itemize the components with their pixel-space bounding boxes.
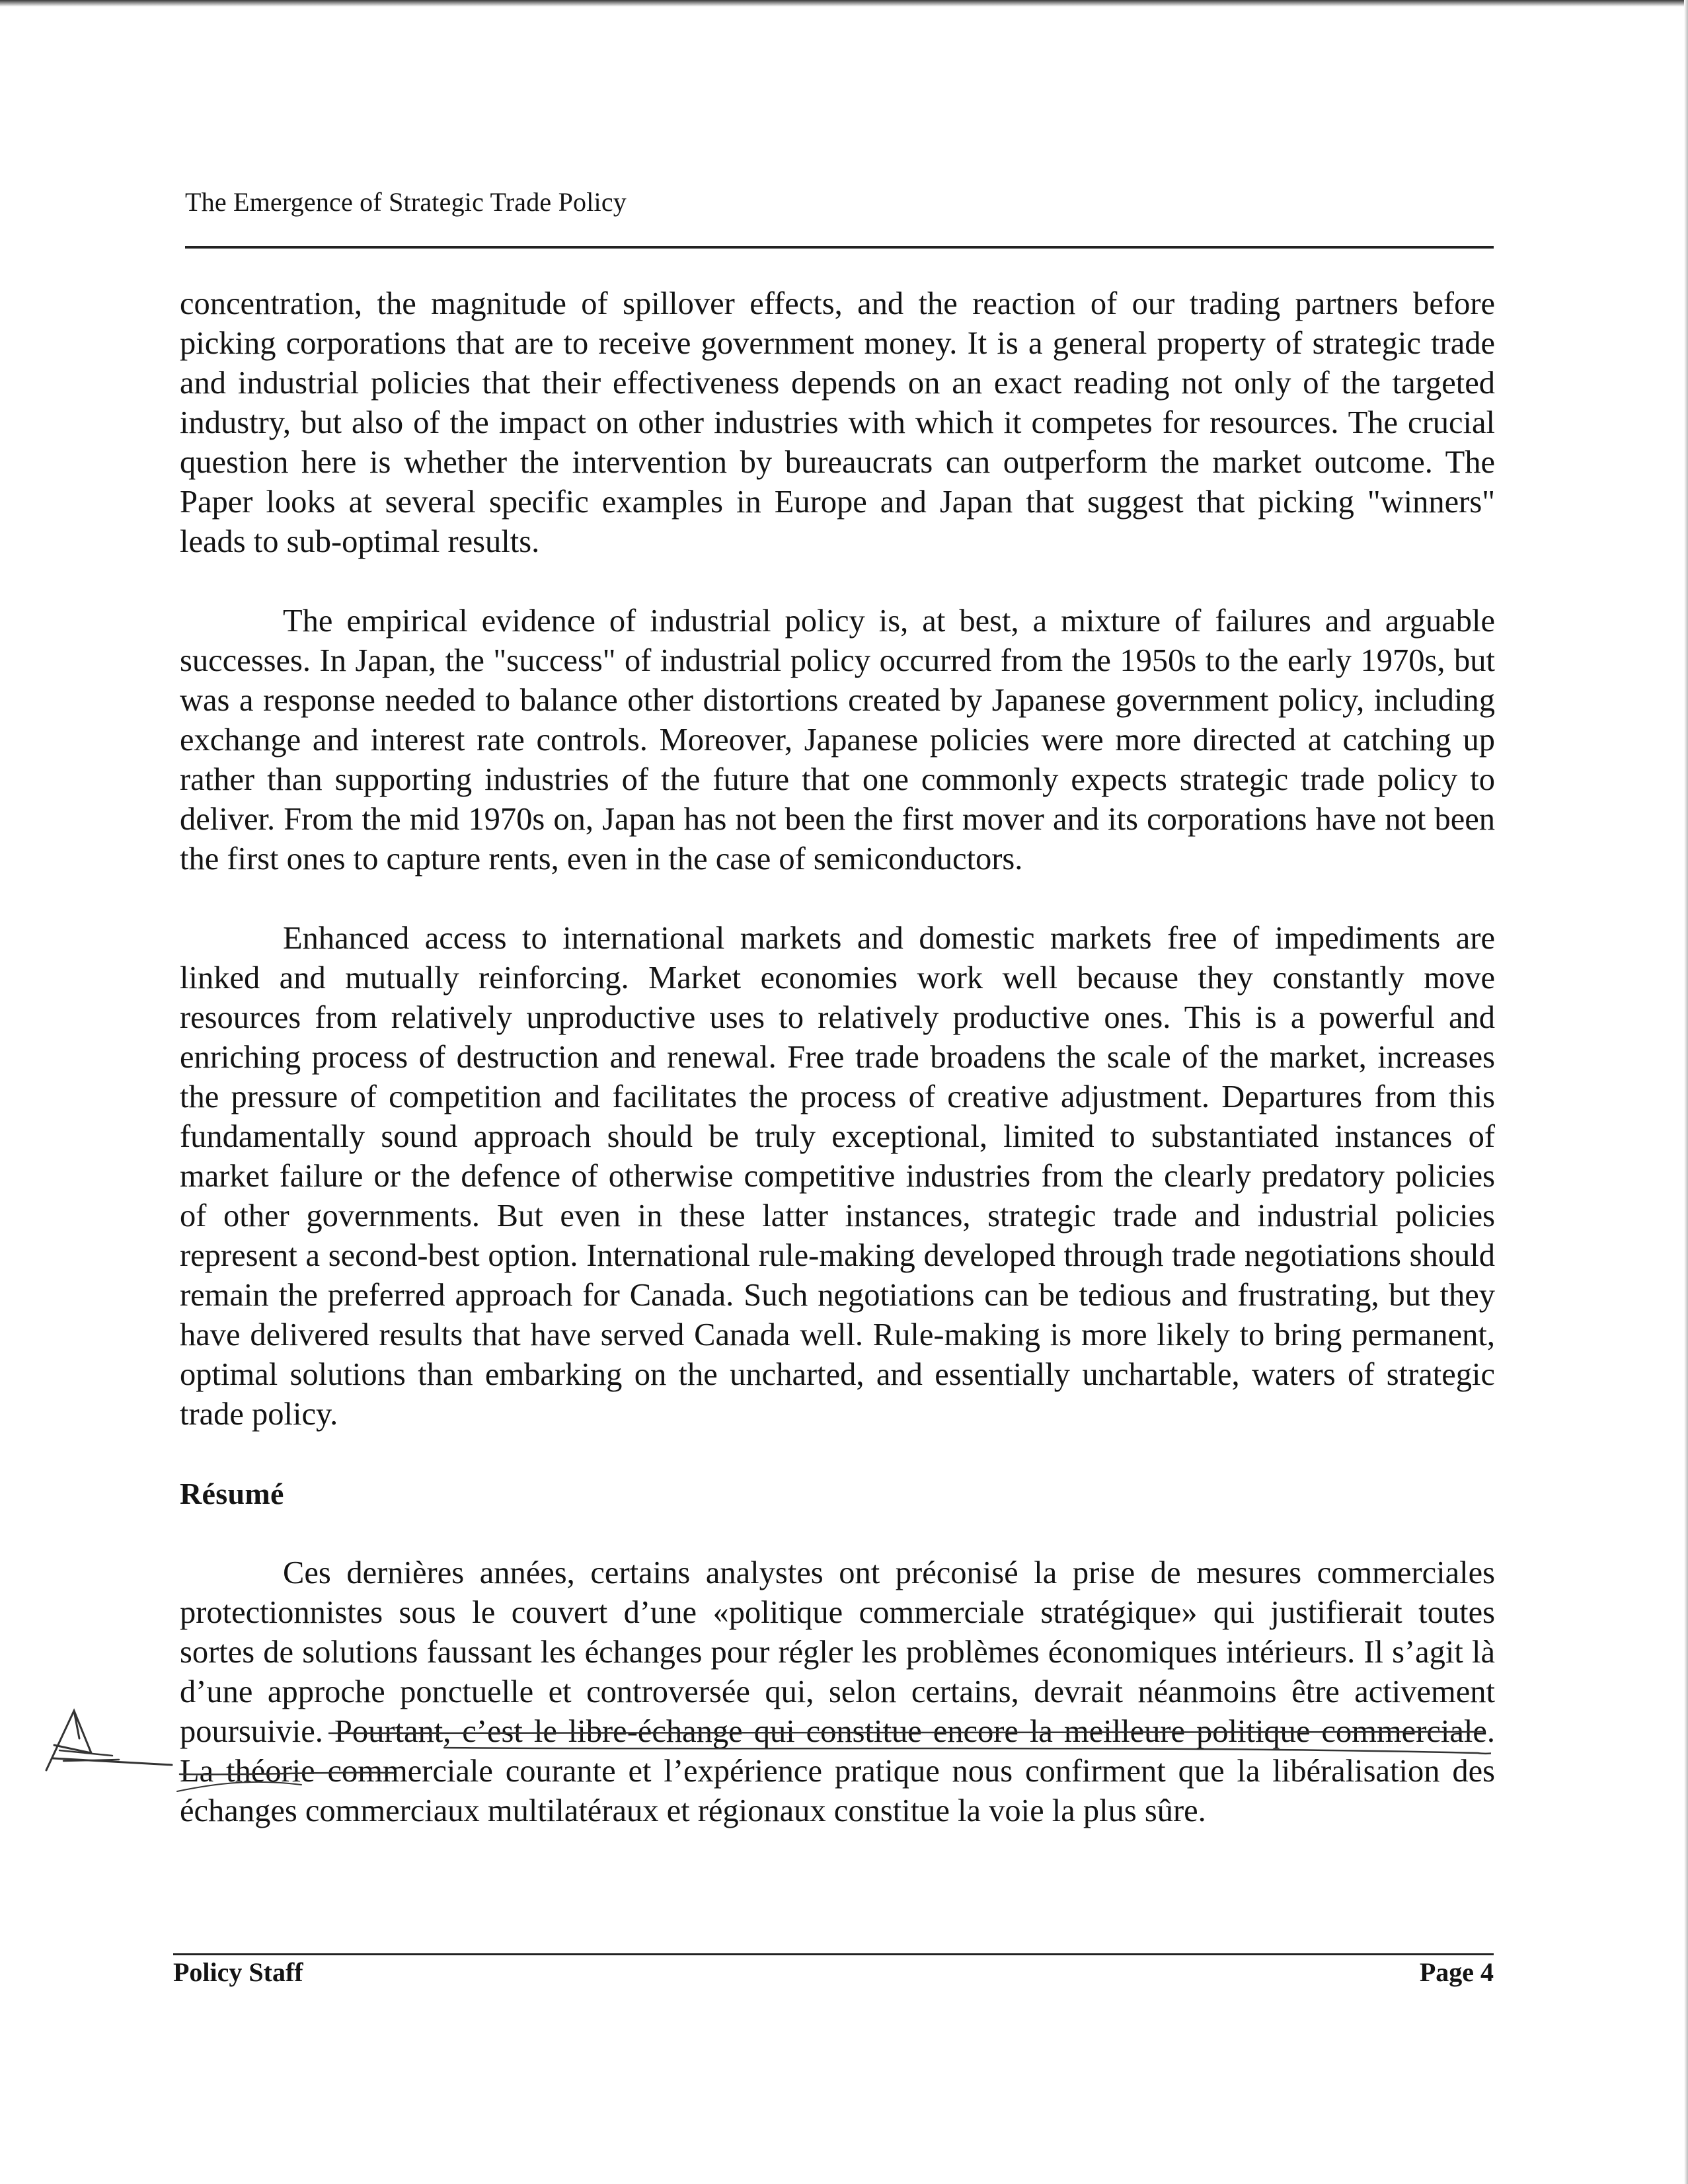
- body-paragraph-enhanced-access: Enhanced access to international markets and domestic markets free of impediments are linked and mutually reinforcing. Market economies work well because they constantly move resources from relatively unproductive uses to relatively productive ones. This is a powerful and enriching process of destruction and renewal. Free trade broadens the scale of the market, increases the pressure of competition and facilitates the process of creative adjustment. Departures from this fundamentally sound approach should be truly exceptional, limited to substantiated instances of market failure or the defence of otherwise competitive industries from the clearly predatory policies of other governments. But even in these latter instances, strategic trade and industrial policies represent a second-best option. International rule-making developed through trade negotiations should remain the preferred approach for Canada. Such negotiations can be tedious and frustrating, but they have delivered results that have served Canada well. Rule-making is more likely to bring permanent, optimal solutions than embarking on the uncharted, and essentially unchartable, waters of strategic trade policy.: [180, 921, 1495, 1432]
- handwritten-underline-marks: [156, 1692, 1491, 1824]
- footer-rule: [173, 1953, 1494, 1955]
- scan-top-edge: [0, 0, 1688, 7]
- resume-paragraph: Ces dernières années, certains analystes ont préconisé la prise de mesures commerciales protectionnistes sous le couvert d’une «politique commerciale stratégique» qui justifierait toutes sortes de solutions faussant les échanges pour régler les problèmes économiques intérieurs. Il s’agit là d’une approche ponctuelle et controversée qui, selon certains, devrait néanmoins être activement poursuivie. Pourtant, c’est le libre-échange qui constitue encore la meilleure politique commerciale. La théorie commerciale courante et l’expérience pratique nous confirment que la libéralisation des échanges commerciaux multilatéraux et régionaux constitue la voie la plus sûre.: [180, 1555, 1495, 1828]
- scan-right-edge: [1684, 0, 1688, 2184]
- header-rule: [185, 246, 1494, 249]
- page-body: [180, 284, 1495, 1871]
- resume-heading: Résumé: [180, 1477, 284, 1510]
- body-paragraph-empirical-evidence: The empirical evidence of industrial policy is, at best, a mixture of failures and arguable successes. In Japan, the "success" of industrial policy occurred from the 1950s to the early 1970s, but was a response needed to balance other distortions created by Japanese government policy, including exchange and interest rate controls. Moreover, Japanese policies were more directed at catching up rather than supporting industries of the future that one commonly expects strategic trade policy to deliver. From the mid 1970s on, Japan has not been the first mover and its corporations have not been the first ones to capture rents, even in the case of semiconductors.: [180, 604, 1495, 877]
- running-title: The Emergence of Strategic Trade Policy: [185, 187, 627, 217]
- body-paragraph-continued: concentration, the magnitude of spillover effects, and the reaction of our trading partners before picking corporations that are to receive government money. It is a general property of strategic trade and industrial policies that their effectiveness depends on an exact reading not only of the targeted industry, but also of the impact on other industries with which it competes for resources. The crucial question here is whether the intervention by bureaucrats can outperform the market outcome. The Paper looks at several specific examples in Europe and Japan that suggest that picking "winners" leads to sub-optimal results.: [180, 286, 1495, 559]
- page-number: Page 4: [1419, 1957, 1494, 1987]
- footer-department: Policy Staff: [173, 1957, 303, 1987]
